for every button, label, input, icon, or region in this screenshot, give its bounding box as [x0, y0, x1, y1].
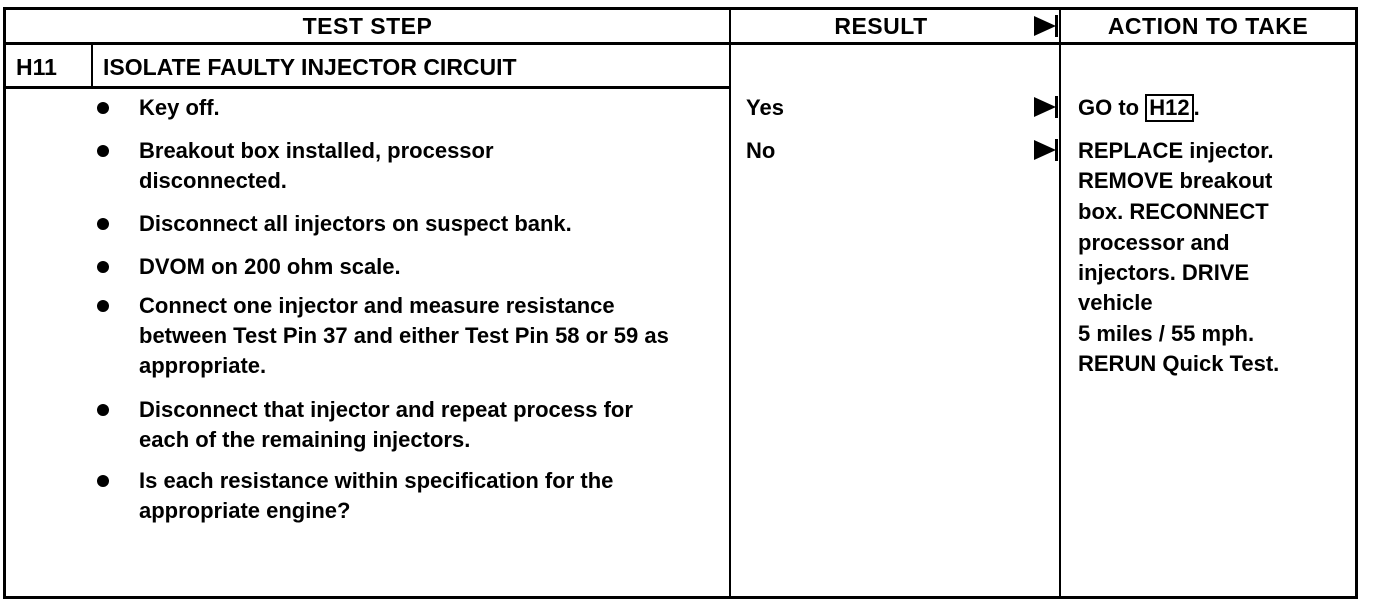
bullet-dot-icon	[97, 218, 109, 230]
action-no-line-2: REMOVE breakout	[1078, 168, 1273, 193]
step-bullet-5: Connect one injector and measure resistance between Test Pin 37 and either Test Pin 58 or 59 as appropriate.	[139, 293, 669, 378]
step-id-divider	[91, 44, 93, 87]
header-action: ACTION TO TAKE	[1107, 13, 1309, 39]
bullet-dot-icon	[97, 261, 109, 273]
step-title-divider	[3, 86, 731, 89]
right-arrow-icon	[1033, 96, 1059, 118]
step-id: H11	[16, 54, 57, 80]
right-arrow-icon	[1033, 139, 1059, 161]
action-yes-suffix: .	[1193, 95, 1200, 120]
action-yes-prefix: GO to	[1078, 95, 1140, 120]
bullet-dot-icon	[97, 475, 109, 487]
step-bullet-7: Is each resistance within specification for the appropriate engine?	[139, 468, 614, 523]
step-title: ISOLATE FAULTY INJECTOR CIRCUIT	[103, 54, 517, 80]
action-no-line-6: vehicle	[1078, 290, 1153, 315]
result-no: No	[746, 138, 776, 163]
action-column-divider	[1059, 7, 1061, 599]
header-result: RESULT	[834, 13, 928, 39]
step-bullet-4: DVOM on 200 ohm scale.	[139, 254, 401, 279]
step-bullet-2: Breakout box installed, processor disconnected.	[139, 138, 494, 193]
right-arrow-icon	[1033, 15, 1059, 37]
step-bullet-6: Disconnect that injector and repeat process for each of the remaining injectors.	[139, 397, 633, 452]
action-no-line-5: injectors. DRIVE	[1078, 260, 1250, 285]
result-yes: Yes	[746, 95, 784, 120]
bullet-dot-icon	[97, 102, 109, 114]
action-yes	[1078, 93, 1200, 123]
bullet-dot-icon	[97, 404, 109, 416]
action-no-line-4: processor and	[1078, 230, 1230, 255]
action-no-line-8: RERUN Quick Test.	[1078, 351, 1280, 376]
bullet-dot-icon	[97, 145, 109, 157]
action-no-line-1: REPLACE injector.	[1078, 138, 1274, 163]
result-column-divider	[729, 7, 731, 599]
header-test-step: TEST STEP	[302, 13, 433, 39]
step-reference-link[interactable]: H12	[1145, 94, 1193, 122]
action-no-line-3: box. RECONNECT	[1078, 199, 1269, 224]
bullet-dot-icon	[97, 300, 109, 312]
step-bullet-1: Key off.	[139, 95, 220, 120]
step-bullet-3: Disconnect all injectors on suspect bank.	[139, 211, 572, 236]
action-no-line-7: 5 miles / 55 mph.	[1078, 321, 1255, 346]
